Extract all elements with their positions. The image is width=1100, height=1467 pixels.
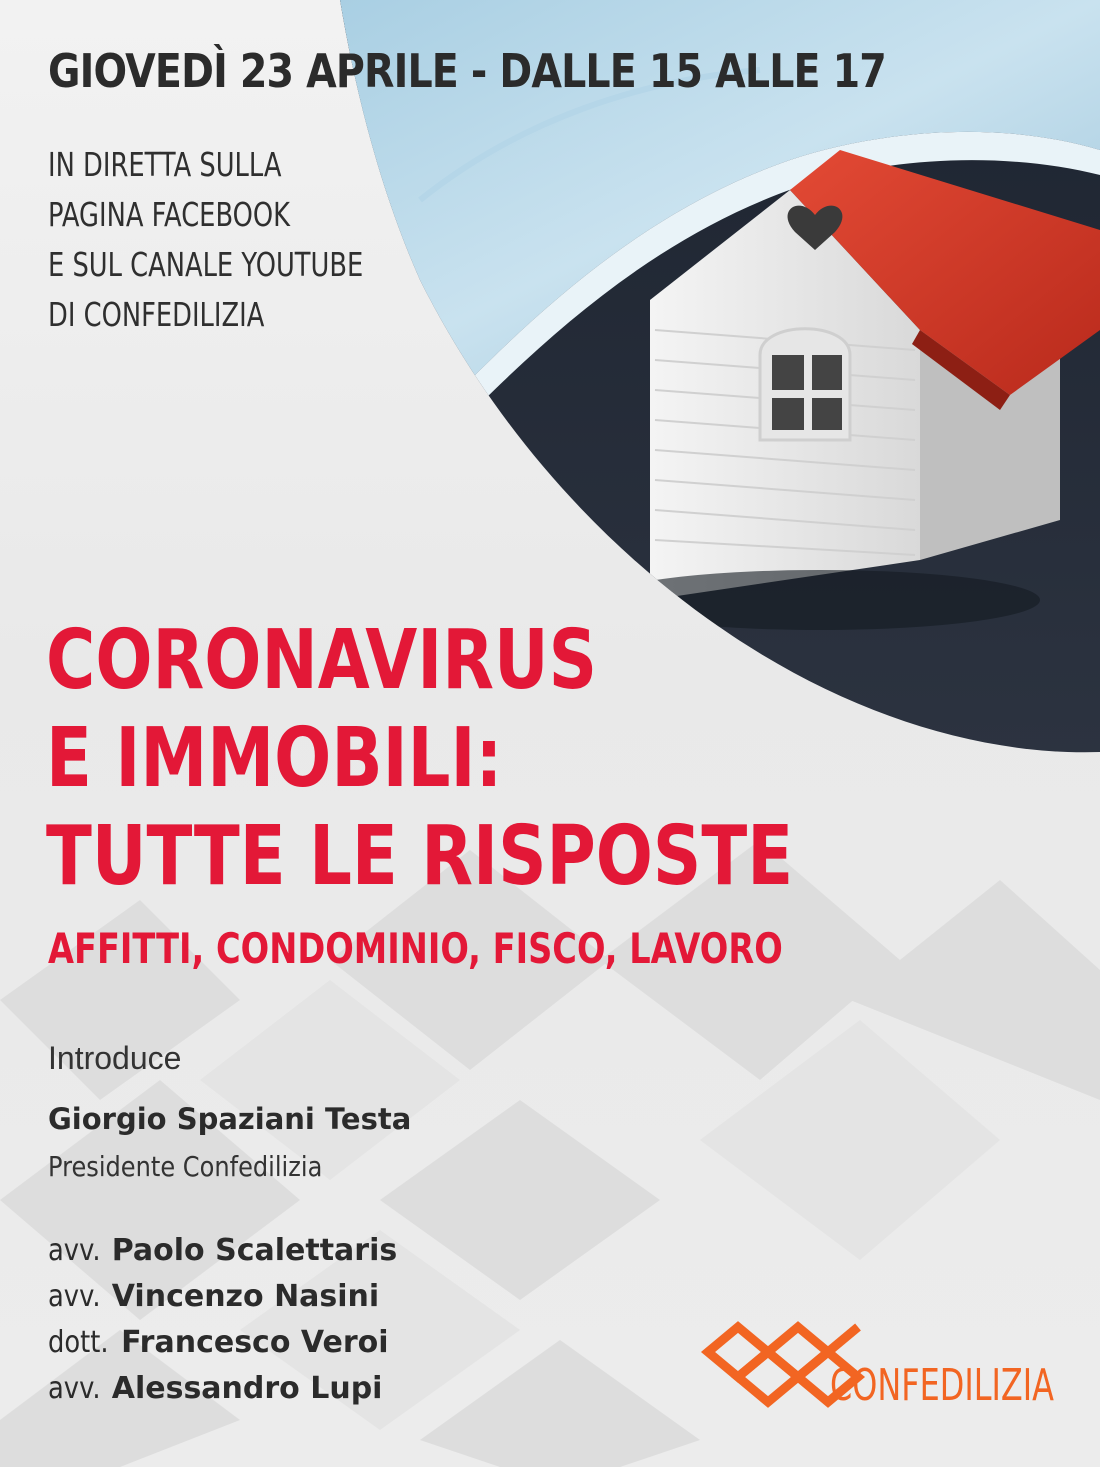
stream-line: DI CONFEDILIZIA [48, 295, 265, 334]
speaker-item [48, 1324, 397, 1370]
intro-speaker-name: Giorgio Spaziani Testa [48, 1102, 412, 1136]
speaker-name: Francesco Veroi [121, 1325, 389, 1360]
speaker-title: avv. [48, 1279, 101, 1314]
event-date-time: GIOVEDÌ 23 APRILE - DALLE 15 ALLE 17 [48, 44, 886, 98]
stream-line: PAGINA FACEBOOK [48, 195, 291, 234]
speaker-title: avv. [48, 1233, 101, 1268]
title-line: CORONAVIRUS [46, 613, 598, 708]
intro-speaker-role: Presidente Confedilizia [48, 1150, 323, 1183]
speaker-title: dott. [48, 1325, 109, 1360]
intro-label: Introduce [48, 1040, 182, 1076]
stream-info [48, 140, 363, 340]
stream-line: IN DIRETTA SULLA [48, 145, 282, 184]
speaker-name: Alessandro Lupi [111, 1371, 383, 1406]
speaker-item [48, 1232, 397, 1278]
logo-text: CONFEDILIZIA [830, 1360, 1054, 1411]
speaker-item [48, 1370, 397, 1416]
speaker-name: Vincenzo Nasini [111, 1279, 380, 1314]
speaker-title: avv. [48, 1371, 101, 1406]
speaker-item [48, 1278, 397, 1324]
confedilizia-logo [698, 1312, 1058, 1412]
event-title [46, 612, 793, 906]
title-line: TUTTE LE RISPOSTE [46, 809, 794, 904]
speaker-list [48, 1232, 397, 1416]
speaker-name: Paolo Scalettaris [111, 1233, 398, 1268]
title-line: E IMMOBILI: [46, 711, 503, 806]
event-topics: AFFITTI, CONDOMINIO, FISCO, LAVORO [48, 924, 783, 973]
stream-line: E SUL CANALE YOUTUBE [48, 245, 364, 284]
